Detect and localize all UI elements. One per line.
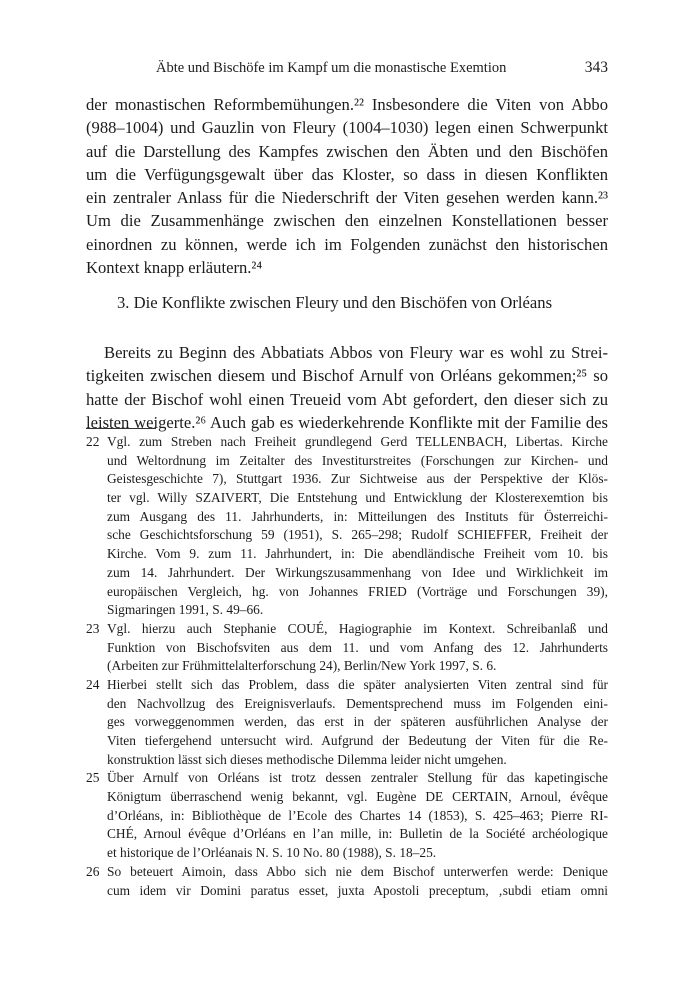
text-line: einordnen zu können, werde ich im Folgenden zunächst den historischen [86, 234, 608, 254]
text-line: Um die Zusammenhänge zwischen den einzelnen Konstellationen besser [86, 211, 608, 231]
text-line: Kontext knapp erläutern.²⁴ [86, 258, 263, 278]
footnote-line: Über Arnulf von Orléans ist trotz dessen zentraler Stellung für das kapetingische [107, 770, 608, 786]
footnote-24 [86, 676, 608, 769]
footnote-line: zum Ausgang des 11. Jahrhunderts, in: Mitteilungen des Instituts für Österreichi- [107, 508, 608, 524]
footnote-line: d’Orléans, in: Bibliothèque de l’Ecole des Chartes 14 (1853), S. 425–463; Pierre RI- [107, 807, 608, 823]
footnote-line: Viten tiefergehend untersucht wird. Aufgrund der Bedeutung der Viten für die Re- [107, 733, 608, 748]
footnote-line: CHÉ, Arnoul évêque d’Orléans en l’an mille, in: Bulletin de la Société archéologique [107, 826, 608, 842]
footnote-line: europäischen Vergleich, hg. von Johannes FRIED (Vorträge und Forschungen 39), [107, 583, 608, 599]
text-line: der monastischen Reformbemühungen.²² Insbesondere die Viten von Abbo [86, 95, 608, 114]
page-number: 343 [584, 59, 608, 76]
footnote-line: Hierbei stellt sich das Problem, dass die später analysierten Viten zentral sind für [107, 676, 608, 692]
footnotes [86, 433, 608, 900]
footnote-line: So beteuert Aimoin, dass Abbo sich nie dem Bischof unterwerfen werde: Denique [107, 863, 608, 879]
footnote-line: Vgl. hierzu auch Stephanie COUÉ, Hagiographie im Kontext. Schreibanlaß und [107, 620, 608, 636]
footnote-22 [86, 433, 608, 620]
running-title: Äbte und Bischöfe im Kampf um die monastische Exemtion [156, 60, 507, 76]
footnote-line: et historique de l’Orléanais N. S. 10 No. 80 (1988), S. 18–25. [107, 845, 437, 861]
footnote-number: 26 [86, 863, 100, 879]
text-line: leisten weigerte.²⁶ Auch gab es wiederkehrende Konflikte mit der Familie des [86, 412, 608, 432]
footnote-line: zum 14. Jahrhundert. Der Wirkungszusammenhang von Idee und Wirklichkeit im [107, 564, 608, 580]
body-paragraph-2 [86, 341, 608, 434]
footnote-separator [86, 428, 156, 429]
footnote-line: Kirche. Vom 9. zum 11. Jahrhundert, in: Die abendländische Freiheit vom 10. bis [107, 546, 608, 562]
text-line: ein zentraler Anlass für die Niederschrift der Viten gesehen werden kann.²³ [86, 188, 608, 208]
footnote-line: und Weltordnung im Zeitalter des Investiturstreites (Forschungen zur Kirchen- und [107, 452, 608, 468]
text-line: tigkeiten zwischen diesem und Bischof Arnulf von Orléans gekommen;²⁵ so [86, 366, 608, 386]
footnote-23 [86, 620, 608, 676]
footnote-number: 25 [86, 770, 100, 786]
text-line: Bereits zu Beginn des Abbatiats Abbos von Fleury war es wohl zu Strei- [104, 343, 608, 362]
footnote-line: Königtum überraschend wenig bekannt, vgl. Eugène DE CERTAIN, Arnoul, évêque [107, 789, 608, 805]
footnote-line: cum idem vir Domini paratus esset, juxta Apostoli preceptum, ‚subdi etiam omni [107, 882, 608, 898]
footnote-number: 24 [86, 676, 100, 692]
footnote-line: Vgl. zum Streben nach Freiheit grundlegend Gerd TELLENBACH, Libertas. Kirche [107, 434, 608, 449]
footnote-25 [86, 769, 608, 862]
footnote-26 [86, 863, 608, 900]
footnote-line: konstruktion lässt sich dieses methodische Dilemma leider nicht umgehen. [107, 751, 507, 767]
footnote-number: 23 [86, 620, 100, 636]
footnote-line: sche Geschichtsforschung 59 (1951), S. 265–298; Rudolf SCHIEFFER, Freiheit der [107, 527, 608, 543]
text-line: hatte der Bischof wohl einen Treueid vom Abt gefordert, den dieser sich zu [86, 389, 608, 409]
footnote-line: ter vgl. Willy SZAIVERT, Die Entstehung und Entwicklung der Klosterexemtion bis [107, 490, 608, 506]
footnote-number: 22 [86, 434, 100, 449]
text-line: (988–1004) und Gauzlin von Fleury (1004–1030) legen einen Schwerpunkt [86, 118, 608, 138]
text-line: auf die Darstellung des Kampfes zwischen den Äbten und den Bischöfen [86, 141, 608, 161]
footnote-line: den Nachvollzug des Ereignisverlaufs. Dementsprechend muss im Folgenden eini- [107, 695, 608, 711]
body-paragraph-1 [86, 93, 608, 279]
footnote-line: Geistesgeschichte 7), Stuttgart 1936. Zur Sichtweise aus der Perspektive der Klös- [107, 471, 608, 487]
footnote-line: Funktion von Bischofsviten aus dem 11. und vom Anfang des 12. Jahrhunderts [107, 639, 608, 655]
footnote-line: (Arbeiten zur Frühmittelalterforschung 24), Berlin/New York 1997, S. 6. [107, 658, 497, 674]
text-line: um die Verfügungsgewalt über das Kloster, so dass in diesen Konflikten [86, 164, 608, 184]
footnote-line: Sigmaringen 1991, S. 49–66. [107, 602, 264, 618]
footnote-line: ges vorweggenommen werden, das erst in der späteren ausführlichen Analyse der [107, 714, 608, 730]
section-heading: 3. Die Konflikte zwischen Fleury und den Bischöfen von Orléans [117, 293, 553, 312]
